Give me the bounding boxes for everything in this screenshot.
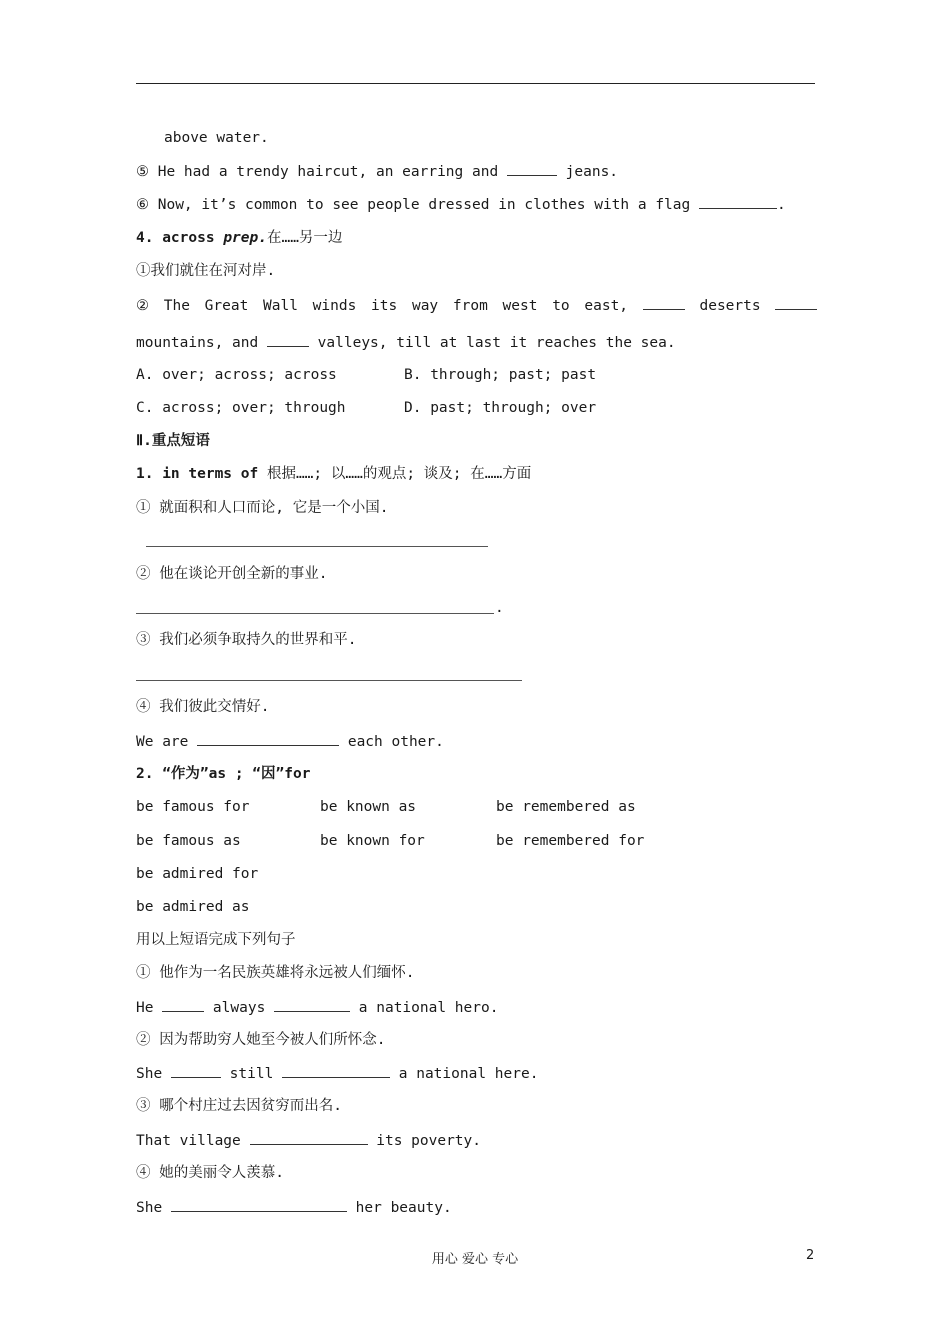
answer-blank[interactable] [775, 295, 817, 310]
phrase-heading-as-for: 2. “作为”as ; “因”for [136, 766, 311, 782]
phrase-example-1: ① 就面积和人口而论, 它是一个小国. [136, 500, 389, 516]
across-example-1: ①我们就住在河对岸. [136, 263, 276, 279]
sentence-2-cn: ② 因为帮助穷人她至今被人们所怀念. [136, 1032, 386, 1048]
across-example-2: ② The Great Wall winds its way from west to east, deserts [136, 295, 817, 316]
answer-blank[interactable] [699, 194, 777, 209]
option-c: C. across; over; through [136, 400, 346, 416]
instruction: 用以上短语完成下列句子 [136, 932, 296, 948]
option-d: D. past; through; over [404, 400, 597, 416]
phrase-example-3: ③ 我们必须争取持久的世界和平. [136, 632, 357, 648]
continuation-line: above water. [164, 130, 269, 146]
header-rule [136, 83, 815, 84]
period: . [495, 600, 504, 616]
sentence-4-en: She her beauty. [136, 1197, 452, 1218]
answer-blank[interactable] [274, 997, 350, 1012]
answer-blank[interactable] [197, 731, 339, 746]
answer-blank[interactable] [162, 997, 204, 1012]
sentence-3-cn: ③ 哪个村庄过去因贫穷而出名. [136, 1098, 342, 1114]
answer-blank[interactable] [171, 1063, 221, 1078]
phrase-example-4: ④ 我们彼此交情好. [136, 699, 270, 715]
sentence-4-cn: ④ 她的美丽令人羡慕. [136, 1165, 284, 1181]
phrase-example-4-en: We are each other. [136, 731, 444, 752]
answer-blank[interactable] [250, 1130, 368, 1145]
answer-blank[interactable] [267, 332, 309, 347]
phrase-item: be known for [320, 833, 425, 849]
phrase-item: be known as [320, 799, 417, 815]
sentence-1-en: He always a national hero. [136, 997, 498, 1018]
phrase-item: be famous as [136, 833, 241, 849]
phrase-item: be admired as [136, 899, 250, 915]
sentence-2-en: She still a national here. [136, 1063, 538, 1084]
phrase-item: be remembered for [496, 833, 645, 849]
footer-text: 用心 爱心 专心 [431, 1252, 519, 1267]
exercise-6: ⑥ Now, it’s common to see people dressed in clothes with a flag . [136, 194, 786, 215]
word-heading-across: 4. across prep.在……另一边 [136, 230, 343, 246]
answer-line[interactable] [136, 680, 522, 681]
answer-blank[interactable] [171, 1197, 347, 1212]
option-b: B. through; past; past [404, 367, 597, 383]
answer-blank[interactable] [507, 161, 557, 176]
answer-blank[interactable] [643, 295, 685, 310]
phrase-example-2: ② 他在谈论开创全新的事业. [136, 566, 328, 582]
sentence-1-cn: ① 他作为一名民族英雄将永远被人们缅怀. [136, 965, 415, 981]
sentence-3-en: That village its poverty. [136, 1130, 481, 1151]
answer-blank[interactable] [282, 1063, 390, 1078]
phrase-item: be admired for [136, 866, 259, 882]
phrase-item: be remembered as [496, 799, 636, 815]
phrase-heading-in-terms-of: 1. in terms of 根据……; 以……的观点; 谈及; 在……方面 [136, 466, 532, 482]
across-example-2-cont: mountains, and valleys, till at last it reaches the sea. [136, 332, 676, 353]
answer-line[interactable] [136, 613, 494, 614]
exercise-5: ⑤ He had a trendy haircut, an earring and jeans. [136, 161, 618, 182]
option-a: A. over; across; across [136, 367, 337, 383]
page-number: 2 [806, 1248, 815, 1263]
answer-line[interactable] [146, 546, 488, 547]
section-heading: Ⅱ.重点短语 [136, 433, 210, 449]
phrase-item: be famous for [136, 799, 250, 815]
